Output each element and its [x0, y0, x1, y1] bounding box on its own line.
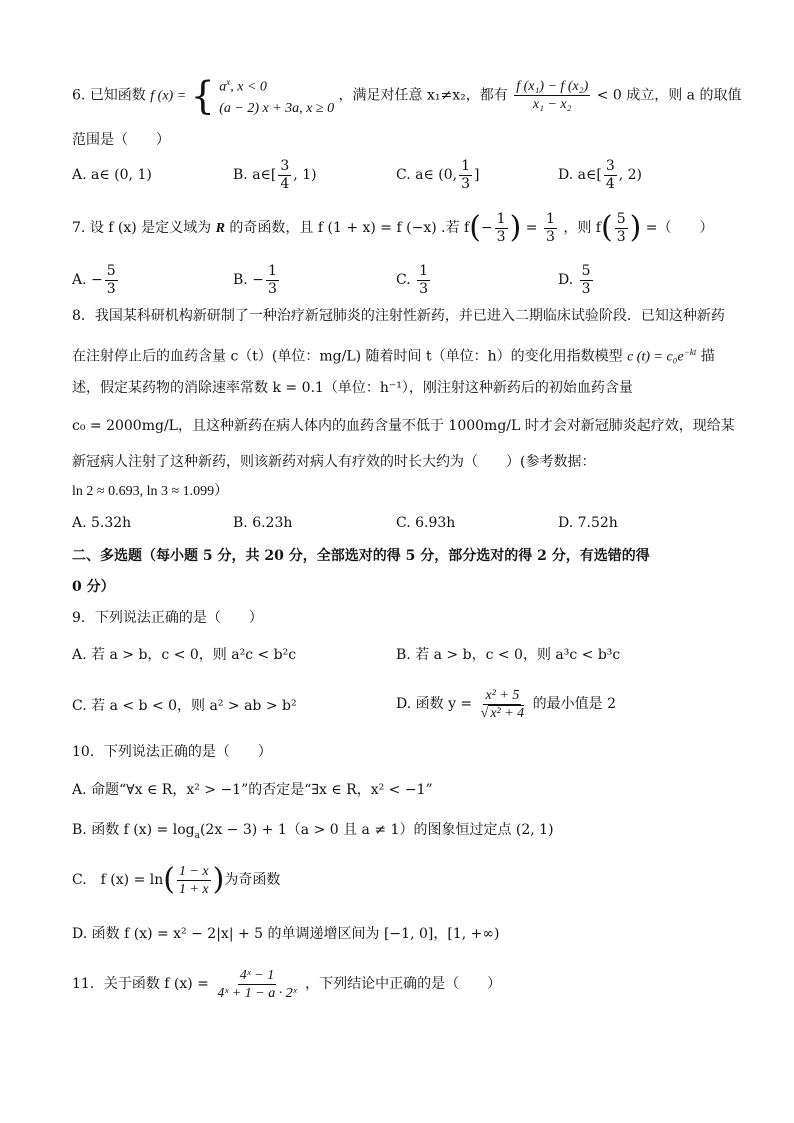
q11-stem: 11．关于函数 f (x) = $\frac{\text{4ˣ − 1}}{\text{4ˣ + 1 − a · 2ˣ}}$ ，下列结论中正确的是（ ）: [72, 967, 502, 1001]
q7-option-d: D. $\frac{5}{3}$: [558, 262, 591, 297]
q10-option-b: B. 函数 f $(x) = \log_a(2x - 3) + 1(a > 0$ 且 a ≠ 1）的图象恒过定点 (2, 1): [72, 822, 554, 841]
q7-option-c: C. $\frac{1}{3}$: [396, 262, 429, 297]
section-heading-multi-choice: 二、多选题（每小题 5 分，共 20 分，全部选对的得 5 分，部分选对的得 2 分，有选错的得: [72, 548, 650, 564]
q6-option-c: C. a∈ (0, $\frac{1}{3}$ ]: [396, 157, 480, 192]
q8-line5: 新冠病人注射了这种新药，则该新药对病人有疗效的时长大约为（ ）(参考数据：: [72, 454, 596, 470]
q8-line2: 在注射停止后的血药含量 c（t）(单位：mg/L) 随着时间 t（单位：h）的变化用指数模型 c $(t) = c_0e^{-kt}$ 描: [72, 347, 715, 365]
q8-line3: 述，假定某药物的消除速率常数 k = 0.1（单位：h⁻¹），刚注射这种新药后的初始血药含量: [72, 380, 633, 396]
q6-brace: {: [190, 73, 215, 118]
q7-line1: 7. 设 f (x) 是定义域为 R 的奇函数，且 f (1 + x) = f (−x) .若 f(− $\frac{1}{3}$ ) = $\frac{1}{3}$ ，则 f( $\frac{5}{3}$ ) =（ ）: [72, 210, 714, 245]
section-heading-multi-choice-cont: 0 分）: [72, 579, 115, 595]
q9-option-b: B. 若 a > b，c < 0，则 a³c < b³c: [396, 647, 621, 663]
q9-option-d: D. 函数 y = $\frac{\text{x² + 5}}{\text{√ x² + 4}}$ 的最小值是 2: [396, 687, 616, 721]
q6-line1: 6. 已知函数 f (x) = { $a^x$, x < 0 (a − 2) x + 3a, x ≥ 0 ，满足对任意 x₁≠x₂，都有 $\frac{\text{f (x₁) − f (x₂)}}{\text{x₁ − x₂}}$ < 0 成立，则 a 的取值: [72, 73, 742, 118]
q9-stem: 9．下列说法正确的是（ ）: [72, 610, 263, 626]
q7-option-b: B. − $\frac{1}{3}$: [233, 262, 277, 297]
q8-line4: c₀ = 2000mg/L，且这种新药在病人体内的血药含量不低于 1000mg/L 时才会对新冠肺炎起疗效，现给某: [72, 418, 735, 434]
q6-line2: 范围是（ ）: [72, 132, 170, 148]
q6-fraction: $\frac{\text{f (x₁) − f (x₂)}}{\text{x₁ − x₂}}$: [516, 78, 589, 112]
q9-option-c: C. 若 a < b < 0，则 a² > ab > b²: [72, 698, 297, 714]
q10-stem: 10．下列说法正确的是（ ）: [72, 744, 272, 760]
q10-option-d: D. 函数 f (x) = x² − 2|x| + 5 的单调递增区间为 [−1, 0]，[1, +∞): [72, 926, 500, 942]
q8-line1: 8．我国某科研机构新研制了一种治疗新冠肺炎的注射性新药，并已进入二期临床试验阶段．已知这种新药: [72, 308, 725, 324]
q8-line6: ln 2 ≈ 0.693, ln 3 ≈ 1.099）: [72, 484, 229, 499]
q6-option-a: A. a∈ (0, 1): [72, 167, 152, 183]
q8-option-d: D. 7.52h: [558, 515, 618, 531]
q10-option-c: C. f (x) = ln( $\frac{1 - x}{1 + x}$ )为奇函数: [72, 862, 281, 897]
q8-option-c: C. 6.93h: [396, 515, 456, 531]
q9-option-a: A. 若 a > b，c < 0，则 a²c < b²c: [72, 647, 297, 663]
q8-option-b: B. 6.23h: [233, 515, 293, 531]
q10-option-a: A. 命题“∀x ∈ R，x² > −1”的否定是“∃x ∈ R，x² < −1”: [72, 782, 433, 798]
q6-option-b: B. a∈[ $\frac{3}{4}$ , 1): [233, 157, 317, 192]
q6-option-d: D. a∈[ $\frac{3}{4}$ , 2): [558, 157, 643, 192]
q6-cases: $a^x$, x < 0 (a − 2) x + 3a, x ≥ 0: [219, 77, 335, 116]
q8-option-a: A. 5.32h: [72, 515, 132, 531]
q7-option-a: A. − $\frac{5}{3}$: [72, 262, 116, 297]
